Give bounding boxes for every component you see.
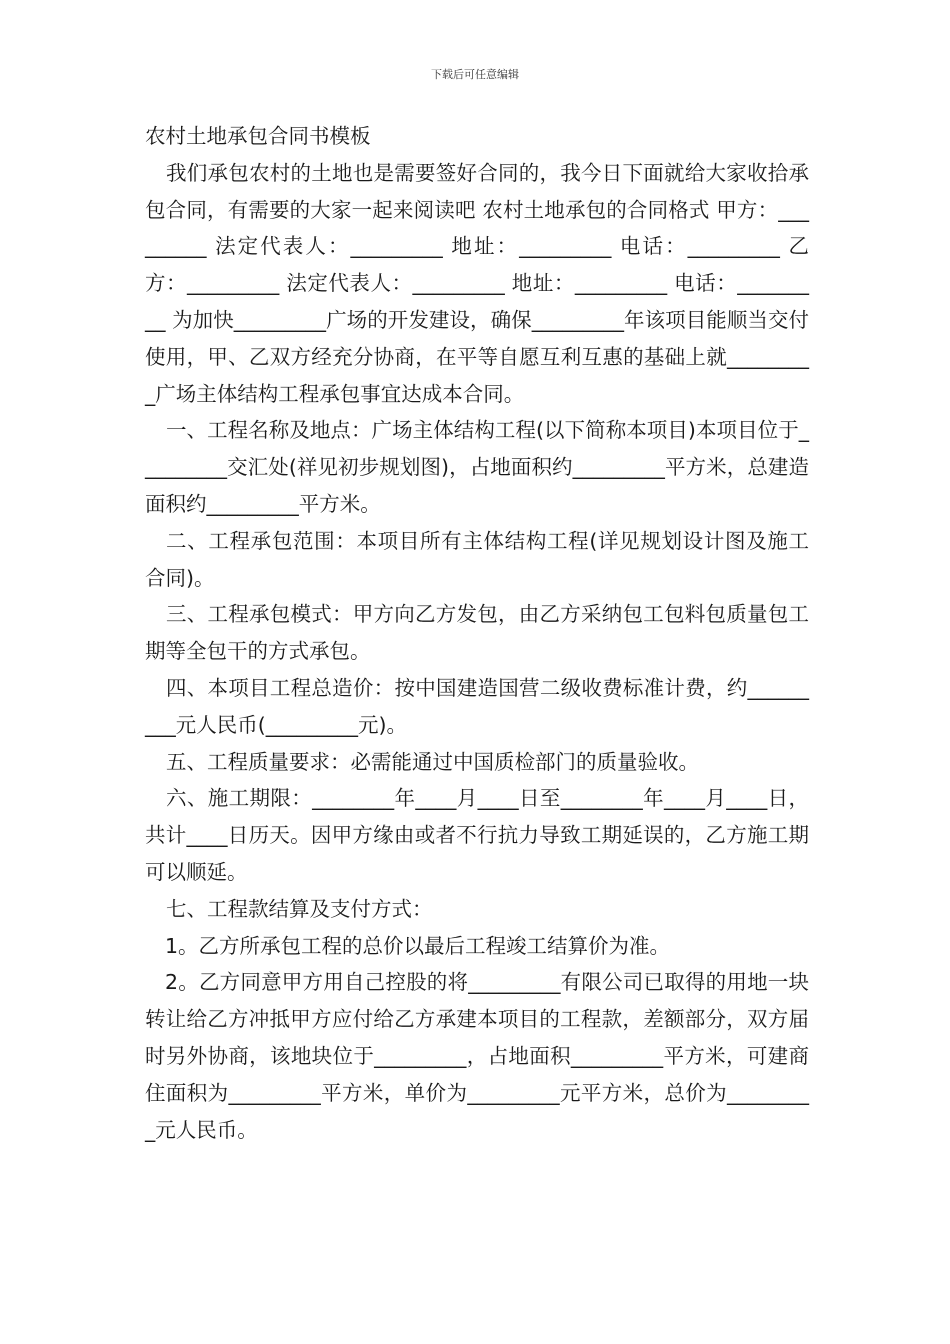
clause-payment: 七、工程款结算及支付方式： (166, 896, 433, 921)
document-title: 农村土地承包合同书模板 (145, 124, 371, 148)
document-body (145, 118, 809, 1148)
intro-paragraph: 我们承包农村的土地也是需要签好合同的，我今日下面就给大家收拾承包合同，有需要的大家一起来阅读吧 农村土地承包的合同格式 甲方：_________ 法定代表人：_________ 地址：_________ 电话：_________ 乙方：_________ 法定代表人：_________ 地址：_________ 电话：_________ 为加快_________广场的开发建设，确保_________年该项目能顺当交付使用，甲、乙双方经充分协商，在平等自愿互利互惠的基础上就_________广场主体结构工程承包事宜达成本合同。 (145, 160, 809, 406)
clause-project-name: 一、工程名称及地点：广场主体结构工程(以下简称本项目)本项目位于_________交汇处(祥见初步规划图)，占地面积约_________平方米，总建造面积约_________平方米。 (145, 418, 809, 516)
page-header: 下载后可任意编辑 (431, 68, 519, 81)
payment-item-2: 2。乙方同意甲方用自己控股的将_________有限公司已取得的用地一块转让给乙方冲抵甲方应付给乙方承建本项目的工程款，差额部分，双方届时另外协商，该地块位于_________，占地面积_________平方米，可建商住面积为_________平方米，单价为_________元平方米，总价为_________元人民币。 (145, 970, 809, 1142)
clause-mode: 三、工程承包模式：甲方向乙方发包，由乙方采纳包工包料包质量包工期等全包干的方式承包。 (145, 602, 809, 664)
clause-quality: 五、工程质量要求：必需能通过中国质检部门的质量验收。 (166, 749, 699, 774)
clause-total-price: 四、本项目工程总造价：按中国建造国营二级收费标准计费，约_________元人民币(_________元)。 (145, 675, 809, 737)
clause-scope: 二、工程承包范围：本项目所有主体结构工程(详见规划设计图及施工合同)。 (145, 528, 809, 590)
clause-period: 六、施工期限：________年____月____日至________年____月____日，共计____日历天。因甲方缘由或者不行抗力导致工期延误的，乙方施工期可以顺延。 (145, 786, 809, 884)
payment-item-1: 1。乙方所承包工程的总价以最后工程竣工结算价为准。 (165, 933, 671, 958)
